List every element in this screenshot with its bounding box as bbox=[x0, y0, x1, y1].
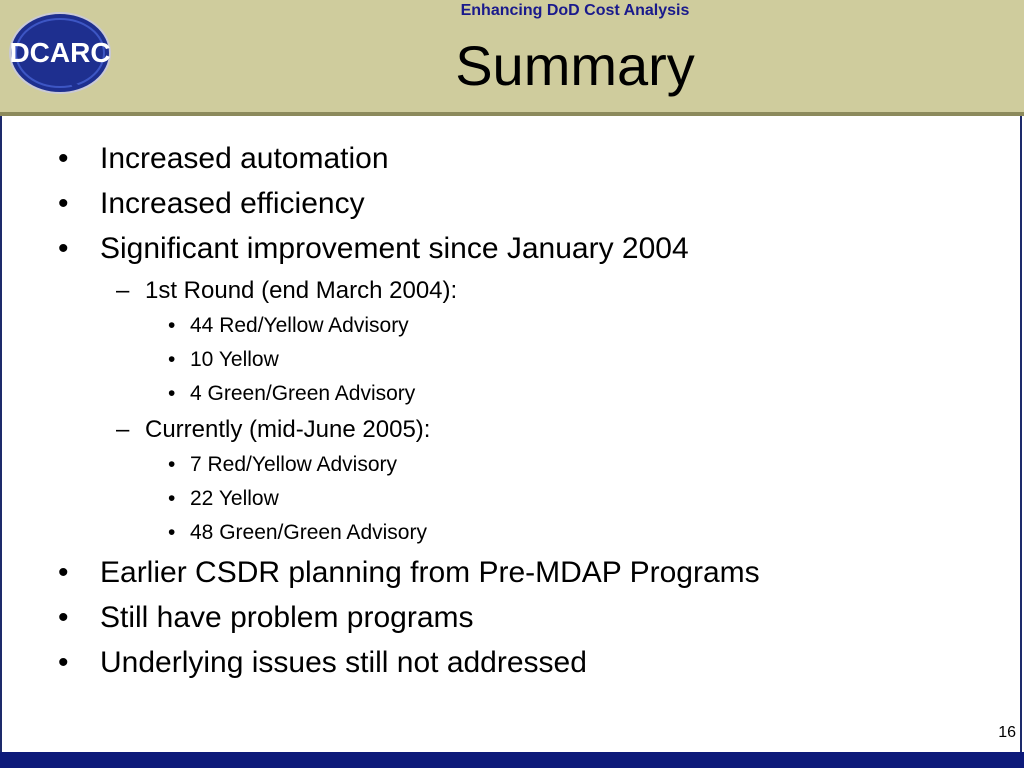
bullet-problem-programs: Still have problem programs bbox=[100, 601, 474, 634]
bullet-significant-improvement: Significant improvement since January 2004 bbox=[100, 232, 689, 265]
bullet-earlier-csdr-planning: Earlier CSDR planning from Pre-MDAP Programs bbox=[100, 556, 760, 589]
sub-sub-bullet-round1-yellow: 10 Yellow bbox=[190, 348, 279, 371]
bullet-glyph: • bbox=[168, 453, 176, 476]
bullet-increased-efficiency: Increased efficiency bbox=[100, 187, 365, 220]
sub-bullet-first-round: 1st Round (end March 2004): bbox=[145, 277, 458, 304]
bullet-glyph: • bbox=[58, 646, 69, 679]
bullet-glyph: • bbox=[168, 348, 176, 371]
bullet-glyph: • bbox=[168, 521, 176, 544]
bullet-glyph: • bbox=[58, 556, 69, 589]
sub-sub-bullet-current-green: 48 Green/Green Advisory bbox=[190, 521, 427, 544]
sub-sub-bullet-current-yellow: 22 Yellow bbox=[190, 487, 279, 510]
bullet-underlying-issues: Underlying issues still not addressed bbox=[100, 646, 587, 679]
slide-tagline: Enhancing DoD Cost Analysis bbox=[460, 2, 690, 19]
bullet-glyph: • bbox=[58, 142, 69, 175]
bullet-glyph: • bbox=[168, 382, 176, 405]
bullet-glyph: • bbox=[58, 187, 69, 220]
bullet-increased-automation: Increased automation bbox=[100, 142, 389, 175]
bullet-glyph: • bbox=[168, 314, 176, 337]
dash-glyph: – bbox=[116, 277, 130, 304]
logo-text: DCARC bbox=[9, 37, 111, 68]
page-number: 16 bbox=[998, 724, 1016, 741]
bullet-glyph: • bbox=[58, 601, 69, 634]
bullet-glyph: • bbox=[58, 232, 69, 265]
bullet-glyph: • bbox=[168, 487, 176, 510]
sub-bullet-currently: Currently (mid-June 2005): bbox=[145, 416, 431, 443]
slide-title: Summary bbox=[455, 34, 695, 97]
sub-sub-bullet-current-red-yellow: 7 Red/Yellow Advisory bbox=[190, 453, 398, 476]
sub-sub-bullet-round1-green: 4 Green/Green Advisory bbox=[190, 382, 416, 405]
sub-sub-bullet-round1-red-yellow: 44 Red/Yellow Advisory bbox=[190, 314, 409, 337]
dash-glyph: – bbox=[116, 416, 130, 443]
